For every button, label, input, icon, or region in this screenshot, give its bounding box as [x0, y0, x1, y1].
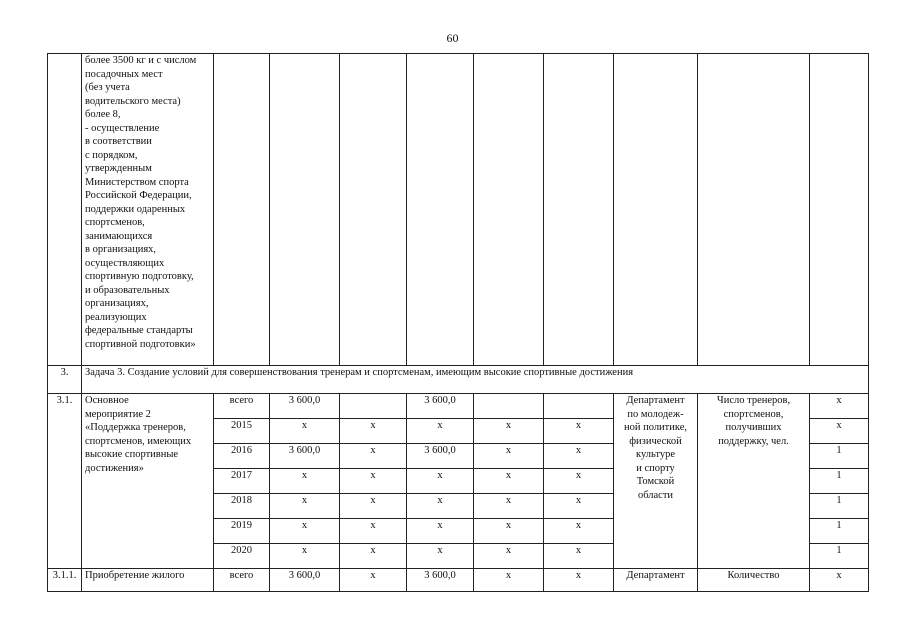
table-row — [48, 394, 869, 419]
text-line: утвержденным — [85, 163, 152, 174]
text-line: и образовательных — [85, 284, 170, 296]
text-line: Российской Федерации, — [85, 190, 192, 201]
measure-number: 3.1.1. — [48, 569, 82, 592]
federal-cell: х — [340, 569, 407, 592]
period-cell: 2016 — [214, 444, 270, 469]
text-line: спортивной подготовки» — [85, 338, 196, 350]
other-cell: х — [544, 494, 614, 519]
federal-cell — [340, 394, 407, 419]
other-cell: х — [544, 544, 614, 569]
text-line: спортсменов, — [85, 217, 145, 228]
local-cell: х — [474, 444, 544, 469]
task-number: 3. — [48, 366, 82, 394]
text-line: по молодеж- — [627, 408, 684, 420]
text-line: Основное — [85, 395, 129, 406]
local-cell: х — [474, 544, 544, 569]
regional-cell: 3 600,0 — [407, 394, 474, 419]
text-line: организациях, — [85, 298, 149, 309]
indicator-value-cell: 1 — [810, 519, 869, 544]
measure-name — [82, 394, 214, 569]
text-line: в организациях, — [85, 244, 157, 255]
text-line: Число тренеров, — [716, 395, 791, 406]
total-cell: х — [270, 519, 340, 544]
regional-cell: х — [407, 544, 474, 569]
other-cell: х — [544, 444, 614, 469]
local-cell: х — [474, 519, 544, 544]
text-line: осуществляющих — [85, 257, 165, 269]
text-line: высокие спортивные — [85, 449, 179, 460]
executor-cell: Департамент — [614, 569, 698, 592]
text-line: посадочных мест — [85, 68, 163, 80]
total-cell: х — [270, 494, 340, 519]
executor-cell — [614, 394, 698, 569]
period-cell: 2017 — [214, 469, 270, 494]
total-cell: х — [270, 469, 340, 494]
text-line: Департамент — [626, 395, 685, 406]
text-line: поддержку, чел. — [718, 435, 789, 447]
regional-cell: х — [407, 494, 474, 519]
other-cell — [544, 394, 614, 419]
text-line: в соответствии — [85, 136, 152, 147]
period-cell: 2020 — [214, 544, 270, 569]
text-line: поддержки одаренных — [85, 203, 186, 215]
federal-cell: х — [340, 444, 407, 469]
program-measures-table — [47, 53, 869, 592]
period-cell: 2018 — [214, 494, 270, 519]
local-cell: х — [474, 569, 544, 592]
measure-name: Приобретение жилого — [82, 569, 214, 592]
text-line: федеральные стандарты — [85, 325, 193, 336]
total-cell: 3 600,0 — [270, 444, 340, 469]
table-row — [48, 569, 869, 592]
period-cell: 2019 — [214, 519, 270, 544]
period-cell: всего — [214, 394, 270, 419]
period-cell: 2015 — [214, 419, 270, 444]
indicator-value-cell: х — [810, 419, 869, 444]
text-line: более 8, — [85, 109, 121, 120]
federal-cell: х — [340, 519, 407, 544]
text-line: с порядком, — [85, 149, 138, 161]
total-cell: 3 600,0 — [270, 569, 340, 592]
continuation-row — [48, 54, 869, 366]
other-cell: х — [544, 519, 614, 544]
measure-name-continuation — [82, 54, 214, 366]
text-line: ной политике, — [623, 422, 688, 433]
text-line: получивших — [725, 422, 782, 433]
local-cell: х — [474, 419, 544, 444]
text-line: спортсменов, — [723, 408, 784, 420]
regional-cell: 3 600,0 — [407, 444, 474, 469]
text-line: более 3500 кг и с числом — [85, 55, 197, 66]
indicator-value-cell: 1 — [810, 544, 869, 569]
indicator-value-cell: 1 — [810, 444, 869, 469]
period-cell: всего — [214, 569, 270, 592]
federal-cell: х — [340, 469, 407, 494]
other-cell: х — [544, 419, 614, 444]
regional-cell: х — [407, 419, 474, 444]
text-line: культуре — [636, 449, 675, 460]
indicator-value-cell: 1 — [810, 469, 869, 494]
local-cell: х — [474, 469, 544, 494]
text-line: «Поддержка тренеров, — [85, 422, 186, 433]
federal-cell: х — [340, 544, 407, 569]
text-line: мероприятие 2 — [85, 408, 151, 420]
regional-cell: х — [407, 519, 474, 544]
local-cell — [474, 394, 544, 419]
text-line: физической — [629, 435, 682, 447]
indicator-cell: Количество — [698, 569, 810, 592]
local-cell: х — [474, 494, 544, 519]
text-line: занимающихся — [85, 230, 153, 242]
text-line: Томской — [636, 476, 675, 487]
total-cell: 3 600,0 — [270, 394, 340, 419]
text-line: области — [637, 489, 674, 501]
text-line: спортивную подготовку, — [85, 271, 194, 282]
indicator-value-cell: 1 — [810, 494, 869, 519]
text-line: Министерством спорта — [85, 176, 189, 188]
federal-cell: х — [340, 419, 407, 444]
text-line: (без учета — [85, 82, 130, 93]
measure-number: 3.1. — [48, 394, 82, 569]
text-line: достижения» — [85, 462, 144, 474]
text-line: водительского места) — [85, 95, 181, 107]
indicator-value-cell: х — [810, 394, 869, 419]
regional-cell: 3 600,0 — [407, 569, 474, 592]
federal-cell: х — [340, 494, 407, 519]
text-line: - осуществление — [85, 122, 160, 134]
total-cell: х — [270, 544, 340, 569]
task-title: Задача 3. Создание условий для совершенствования тренерам и спортсменам, имеющим высокие спортивные достижения — [82, 366, 869, 394]
text-line: реализующих — [85, 311, 147, 323]
other-cell: х — [544, 469, 614, 494]
page-number: 60 — [446, 31, 459, 45]
text-line: спортсменов, имеющих — [85, 435, 192, 447]
indicator-value-cell: х — [810, 569, 869, 592]
text-line: и спорту — [636, 462, 675, 474]
other-cell: х — [544, 569, 614, 592]
row-number-cell — [48, 54, 82, 366]
total-cell: х — [270, 419, 340, 444]
task-row — [48, 366, 869, 394]
regional-cell: х — [407, 469, 474, 494]
indicator-cell — [698, 394, 810, 569]
